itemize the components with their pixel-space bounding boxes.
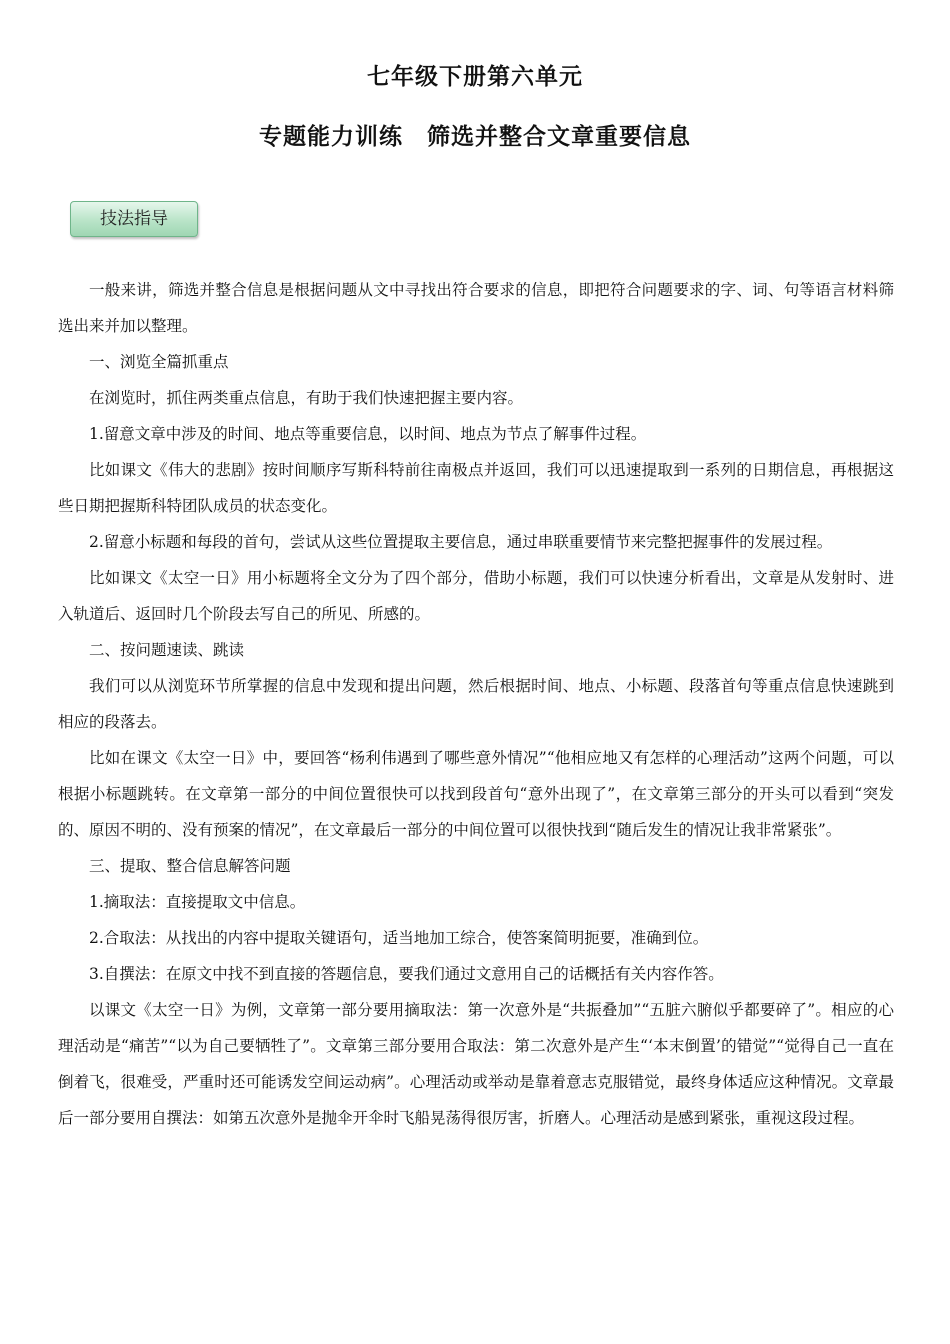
list-item-self-write-method: 3.自撰法：在原文中找不到直接的答题信息，要我们通过文意用自己的话概括有关内容作答。 [89,965,724,983]
list-item-time-place: 1.留意文章中涉及的时间、地点等重要信息，以时间、地点为节点了解事件过程。 [89,425,647,443]
page-subtitle: 专题能力训练 筛选并整合文章重要信息 [259,124,691,150]
paragraph-example-space-day: 比如课文《太空一日》用小标题将全文分为了四个部分，借助小标题，我们可以快速分析看出，文章是从发射时、进入轨道后、返回时几个阶段去写自己的所见、所感的。 [58,569,894,623]
section-badge-technique-guide: 技法指导 [70,201,198,237]
page-title: 七年级下册第六单元 [367,64,583,90]
paragraph-skim: 我们可以从浏览环节所掌握的信息中发现和提出问题，然后根据时间、地点、小标题、段落首句等重点信息快速跳到相应的段落去。 [58,677,894,731]
list-item-excerpt-method: 1.摘取法：直接提取文中信息。 [89,893,306,911]
paragraph-example-tragedy: 比如课文《伟大的悲剧》按时间顺序写斯科特前往南极点并返回，我们可以迅速提取到一系列的日期信息，再根据这些日期把握斯科特团队成员的状态变化。 [58,461,894,515]
paragraph-example-methods: 以课文《太空一日》为例，文章第一部分要用摘取法：第一次意外是“共振叠加”“五脏六腑似乎都要碎了”。相应的心理活动是“痛苦”“以为自己要牺牲了”。文章第三部分要用合取法：第二次意外是产生“‘本末倒置’的错觉”“觉得自己一直在倒着飞，很难受，严重时还可能诱发空间运动病”。心理活动或举动是靠着意志克服错觉，最终身体适应这种情况。文章最后一部分要用自撰法：如第五次意外是抛伞开伞时飞船晃荡得很厉害，折磨人。心理活动是感到紧张，重视这段过程。 [58,1001,894,1127]
heading-skim: 二、按问题速读、跳读 [89,641,245,659]
list-item-subtitles: 2.留意小标题和每段的首句，尝试从这些位置提取主要信息，通过串联重要情节来完整把握事件的发展过程。 [89,533,833,551]
paragraph-browse-intro: 在浏览时，抓住两类重点信息，有助于我们快速把握主要内容。 [89,389,524,407]
heading-extract: 三、提取、整合信息解答问题 [89,857,291,875]
heading-browse: 一、浏览全篇抓重点 [89,353,229,371]
list-item-combine-method: 2.合取法：从找出的内容中提取关键语句，适当地加工综合，使答案简明扼要，准确到位。 [89,929,709,947]
paragraph-intro: 一般来讲，筛选并整合信息是根据问题从文中寻找出符合要求的信息，即把符合问题要求的字、词、句等语言材料筛选出来并加以整理。 [58,281,894,335]
paragraph-example-questions: 比如在课文《太空一日》中，要回答“杨利伟遇到了哪些意外情况”“他相应地又有怎样的心理活动”这两个问题，可以根据小标题跳转。在文章第一部分的中间位置很快可以找到段首句“意外出现了”，在文章第三部分的开头可以看到“突发的、原因不明的、没有预案的情况”，在文章最后一部分的中间位置可以很快找到“随后发生的情况让我非常紧张”。 [58,749,894,839]
article-body [58,272,894,1136]
